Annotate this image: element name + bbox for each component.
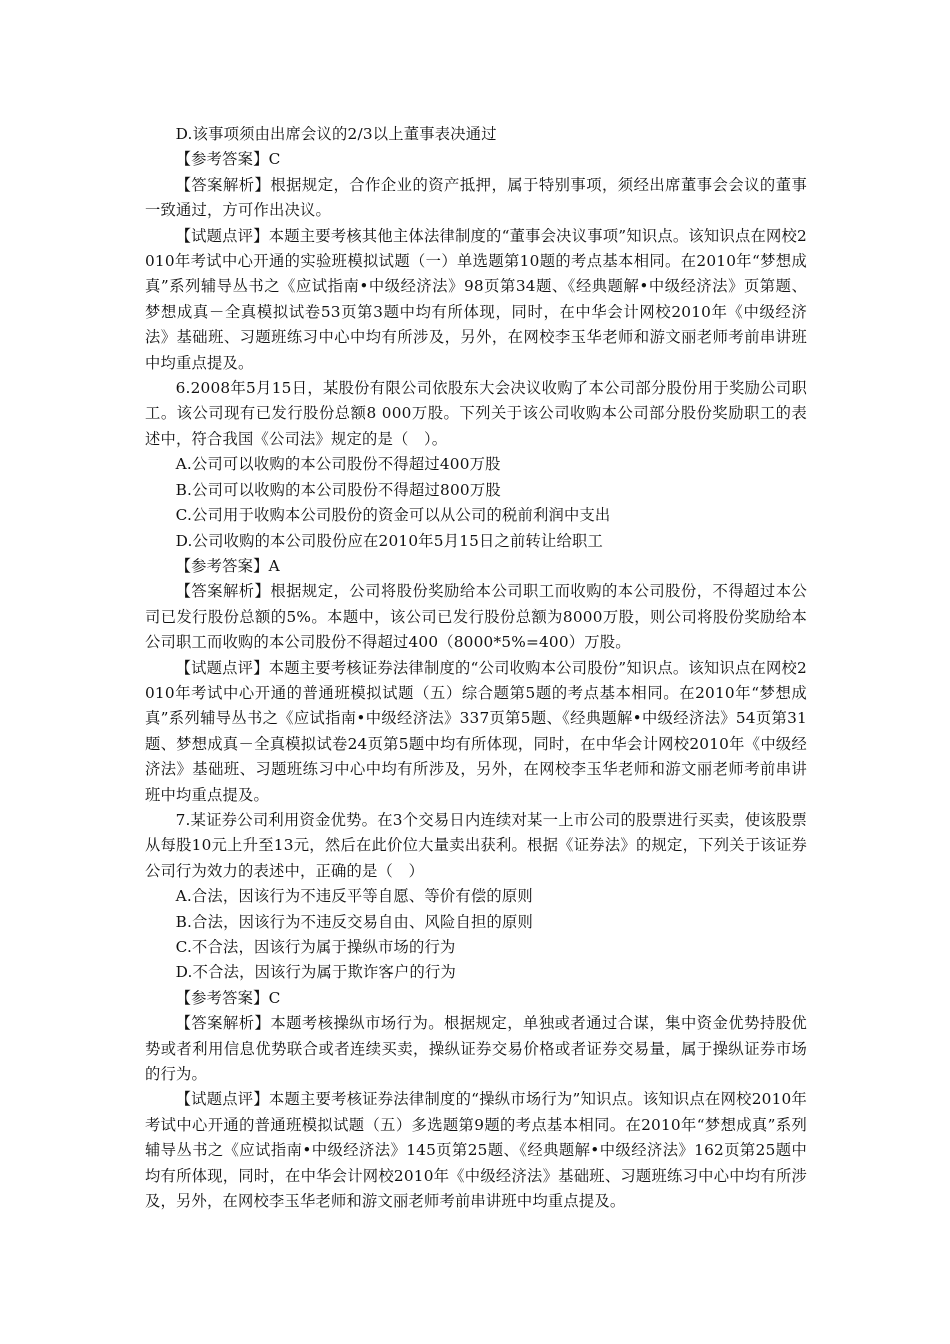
q7-option-c: C.不合法，因该行为属于操纵市场的行为 [175, 938, 456, 956]
q6-question-comment: 【试题点评】本题主要考核证券法律制度的“公司收购本公司股份”知识点。该知识点在网校2010年考试中心开通的普通班模拟试题（五）综合题第5题的考点基本相同。在2010年“梦想成真”系列辅导丛书之《应试指南•中级经济法》337页第5题、《经典题解•中级经济法》54页第31题、梦想成真－全真模拟试卷24页第5题中均有所体现，同时，在中华会计网校2010年《中级经济法》基础班、习题班练习中心中均有所涉及，另外，在网校李玉华老师和游文丽老师考前串讲班中均重点提及。 [145, 658, 807, 804]
q6-reference-answer: 【参考答案】A [175, 556, 280, 575]
q7-reference-answer: 【参考答案】C [175, 988, 281, 1007]
q7-option-d: D.不合法，因该行为属于欺诈客户的行为 [175, 963, 457, 982]
q5-option-d: D.该事项须由出席会议的2/3以上董事表决通过 [175, 125, 497, 143]
q5-answer-explanation: 【答案解析】根据规定，合作企业的资产抵押，属于特别事项，须经出席董事会会议的董事一致通过，方可作出决议。 [145, 175, 807, 220]
q6-answer-explanation: 【答案解析】根据规定，公司将股份奖励给本公司职工而收购的本公司股份，不得超过本公司已发行股份总额的5%。本题中，该公司已发行股份总额为8000万股，则公司将股份奖励给本公司职工而收购的本公司股份不得超过400（8000*5%=400）万股。 [145, 582, 807, 652]
q7-option-a: A.合法，因该行为不违反平等自愿、等价有偿的原则 [175, 887, 533, 906]
q7-question-comment: 【试题点评】本题主要考核证券法律制度的“操纵市场行为”知识点。该知识点在网校2010年考试中心开通的普通班模拟试题（五）多选题第9题的考点基本相同。在2010年“梦想成真”系列辅导丛书之《应试指南•中级经济法》145页第25题、《经典题解•中级经济法》162页第25题中均有所体现，同时，在中华会计网校2010年《中级经济法》基础班、习题班练习中心中均有所涉及，另外，在网校李玉华老师和游文丽老师考前串讲班中均重点提及。 [145, 1090, 807, 1211]
q5-question-comment: 【试题点评】本题主要考核其他主体法律制度的“董事会决议事项”知识点。该知识点在网校2010年考试中心开通的实验班模拟试题（一）单选题第10题的考点基本相同。在2010年“梦想成真”系列辅导丛书之《应试指南•中级经济法》98页第34题、《经典题解•中级经济法》页第题、梦想成真－全真模拟试卷53页第3题中均有所体现，同时，在中华会计网校2010年《中级经济法》基础班、习题班练习中心中均有所涉及，另外，在网校李玉华老师和游文丽老师考前串讲班中均重点提及。 [145, 226, 807, 372]
q5-reference-answer: 【参考答案】C [175, 150, 281, 169]
q7-question: 7.某证券公司利用资金优势。在3个交易日内连续对某一上市公司的股票进行买卖，使该股票从每股10元上升至13元，然后在此价位大量卖出获利。根据《证券法》的规定，下列关于该证券公司行为效力的表述中，正确的是（ ） [145, 810, 807, 880]
q6-option-d: D.公司收购的本公司股份应在2010年5月15日之前转让给职工 [175, 531, 604, 550]
q6-option-b: B.公司可以收购的本公司股份不得超过800万股 [175, 480, 501, 499]
document-page [145, 122, 807, 1214]
q7-option-b: B.合法，因该行为不违反交易自由、风险自担的原则 [175, 912, 534, 931]
q6-option-a: A.公司可以收购的本公司股份不得超过400万股 [175, 455, 501, 474]
q7-answer-explanation: 【答案解析】本题考核操纵市场行为。根据规定，单独或者通过合谋，集中资金优势持股优势或者利用信息优势联合或者连续买卖，操纵证券交易价格或者证券交易量，属于操纵证券市场的行为。 [145, 1014, 807, 1084]
q6-question: 6.2008年5月15日，某股份有限公司依股东大会决议收购了本公司部分股份用于奖励公司职工。该公司现有已发行股份总额8 000万股。下列关于该公司收购本公司部分股份奖励职工的表述中，符合我国《公司法》规定的是（ ）。 [145, 379, 807, 448]
q6-option-c: C.公司用于收购本公司股份的资金可以从公司的税前利润中支出 [175, 506, 611, 525]
